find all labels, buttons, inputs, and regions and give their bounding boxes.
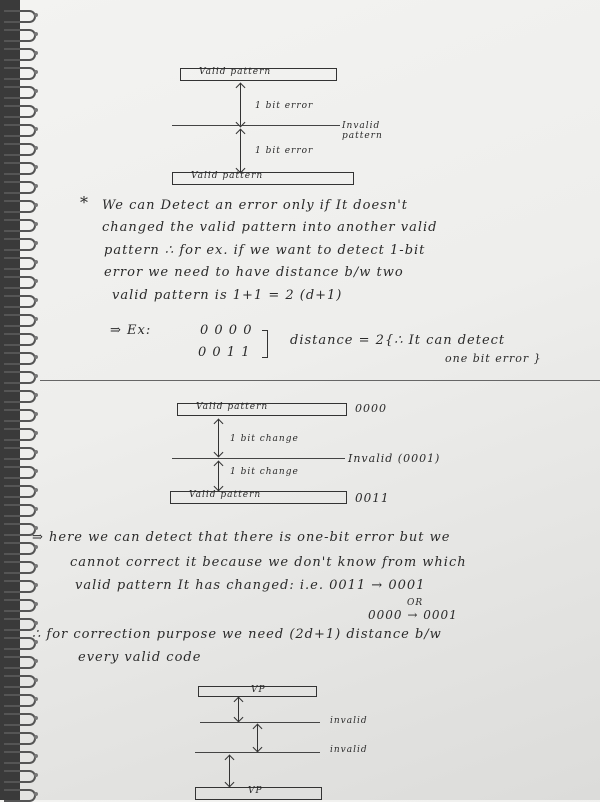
spiral-ring xyxy=(4,314,36,327)
spiral-ring xyxy=(4,257,36,270)
spiral-ring xyxy=(4,143,36,156)
spiral-ring xyxy=(4,371,36,384)
bullet-star: * xyxy=(80,193,89,212)
punch-hole xyxy=(34,203,38,207)
spiral-ring xyxy=(4,770,36,783)
reason-text: one bit error } xyxy=(445,352,542,365)
spiral-ring xyxy=(4,599,36,612)
double-arrow xyxy=(218,420,219,456)
arrow-label: 1 bit error xyxy=(255,146,314,156)
punch-hole xyxy=(34,735,38,739)
spiral-ring xyxy=(4,713,36,726)
code-word: 0 0 1 1 xyxy=(198,345,251,360)
punch-hole xyxy=(34,659,38,663)
spiral-ring xyxy=(4,580,36,593)
spiral-ring xyxy=(4,10,36,23)
punch-hole xyxy=(34,89,38,93)
punch-hole xyxy=(34,127,38,131)
valid-pattern-box xyxy=(172,172,354,185)
alt-transition: 0000 → 0001 xyxy=(368,608,458,622)
double-arrow xyxy=(229,756,230,786)
punch-hole xyxy=(34,260,38,264)
spiral-ring xyxy=(4,390,36,403)
punch-hole xyxy=(34,488,38,492)
spiral-ring xyxy=(4,466,36,479)
box-label: VP xyxy=(251,685,266,695)
note-line: every valid code xyxy=(78,650,202,665)
punch-hole xyxy=(34,412,38,416)
note-line: ∴ for correction purpose we need (2d+1) distance b/w xyxy=(32,627,442,642)
code-word: 0011 xyxy=(355,491,390,505)
spiral-ring xyxy=(4,295,36,308)
reason-text: {∴ It can detect xyxy=(385,333,506,348)
punch-hole xyxy=(34,602,38,606)
punch-hole xyxy=(34,469,38,473)
arrow-label: 1 bit change xyxy=(230,434,299,444)
note-line: cannot correct it because we don't know from which xyxy=(70,555,467,570)
note-line: pattern ∴ for ex. if we want to detect 1-bit xyxy=(104,243,426,258)
vp-box xyxy=(195,787,322,800)
double-arrow xyxy=(218,462,219,490)
double-arrow xyxy=(240,84,241,126)
note-line: error we need to have distance b/w two xyxy=(104,265,404,280)
invalid-label: Invalid pattern xyxy=(342,121,383,141)
note-line: changed the valid pattern into another valid xyxy=(102,220,438,235)
punch-hole xyxy=(34,545,38,549)
punch-hole xyxy=(34,450,38,454)
punch-hole xyxy=(34,317,38,321)
spiral-ring xyxy=(4,694,36,707)
spiral-ring xyxy=(4,162,36,175)
punch-hole xyxy=(34,32,38,36)
note-line: We can Detect an error only if It doesn't xyxy=(102,198,408,213)
punch-hole xyxy=(34,355,38,359)
double-arrow xyxy=(240,130,241,172)
spiral-ring xyxy=(4,200,36,213)
punch-hole xyxy=(34,70,38,74)
spiral-ring xyxy=(4,276,36,289)
punch-hole xyxy=(34,184,38,188)
punch-hole xyxy=(34,241,38,245)
punch-hole xyxy=(34,716,38,720)
spiral-ring xyxy=(4,181,36,194)
punch-hole xyxy=(34,279,38,283)
note-line: valid pattern It has changed: i.e. 0011 → 0001 xyxy=(75,578,426,593)
spiral-ring xyxy=(4,67,36,80)
or-label: OR xyxy=(407,598,424,608)
spiral-ring xyxy=(4,124,36,137)
punch-hole xyxy=(34,51,38,55)
punch-hole xyxy=(34,792,38,796)
spiral-ring xyxy=(4,333,36,346)
punch-hole xyxy=(34,146,38,150)
spiral-ring xyxy=(4,219,36,232)
box-label: Valid pattern xyxy=(196,402,269,412)
invalid-label: invalid xyxy=(330,716,368,726)
punch-hole xyxy=(34,374,38,378)
spiral-ring xyxy=(4,105,36,118)
spiral-ring xyxy=(4,48,36,61)
valid-pattern-box xyxy=(177,403,347,416)
spiral-ring xyxy=(4,409,36,422)
invalid-line xyxy=(195,752,320,753)
punch-hole xyxy=(34,108,38,112)
punch-hole xyxy=(34,393,38,397)
spiral-ring xyxy=(4,561,36,574)
punch-hole xyxy=(34,431,38,435)
valid-pattern-box xyxy=(170,491,347,504)
bracket xyxy=(262,330,268,358)
spiral-ring xyxy=(4,238,36,251)
spiral-ring xyxy=(4,656,36,669)
punch-hole xyxy=(34,13,38,17)
spiral-ring xyxy=(4,86,36,99)
punch-hole xyxy=(34,507,38,511)
punch-hole xyxy=(34,754,38,758)
box-label: Valid pattern xyxy=(199,67,272,77)
punch-hole xyxy=(34,336,38,340)
double-arrow xyxy=(257,725,258,751)
punch-hole xyxy=(34,773,38,777)
punch-hole xyxy=(34,697,38,701)
valid-pattern-box xyxy=(180,68,337,81)
punch-hole xyxy=(34,678,38,682)
spiral-ring xyxy=(4,29,36,42)
invalid-line xyxy=(200,722,320,723)
box-label: VP xyxy=(248,786,263,796)
code-word: 0 0 0 0 xyxy=(200,323,253,338)
code-word: 0000 xyxy=(355,402,387,415)
box-label: Valid pattern xyxy=(189,490,262,500)
punch-hole xyxy=(34,222,38,226)
punch-hole xyxy=(34,298,38,302)
example-label: ⇒ Ex: xyxy=(110,323,152,338)
spiral-ring xyxy=(4,504,36,517)
note-line: ⇒ here we can detect that there is one-bit error but we xyxy=(32,530,451,545)
spiral-ring xyxy=(4,789,36,802)
invalid-label: Invalid (0001) xyxy=(348,452,441,465)
punch-hole xyxy=(34,583,38,587)
spiral-ring xyxy=(4,352,36,365)
box-label: Valid pattern xyxy=(191,171,264,181)
punch-hole xyxy=(34,165,38,169)
arrow-label: 1 bit change xyxy=(230,467,299,477)
invalid-line xyxy=(172,125,340,126)
section-divider xyxy=(40,380,600,381)
arrow-label: 1 bit error xyxy=(255,101,314,111)
punch-hole xyxy=(34,621,38,625)
spiral-ring xyxy=(4,485,36,498)
invalid-label: invalid xyxy=(330,745,368,755)
punch-hole xyxy=(34,564,38,568)
spiral-ring xyxy=(4,428,36,441)
note-line: valid pattern is 1+1 = 2 (d+1) xyxy=(112,288,343,303)
double-arrow xyxy=(238,698,239,721)
distance-label: distance = 2 xyxy=(290,333,385,348)
invalid-line xyxy=(172,458,345,459)
spiral-ring xyxy=(4,751,36,764)
spiral-ring xyxy=(4,447,36,460)
spiral-ring xyxy=(4,675,36,688)
vp-box xyxy=(198,686,317,697)
spiral-ring xyxy=(4,732,36,745)
